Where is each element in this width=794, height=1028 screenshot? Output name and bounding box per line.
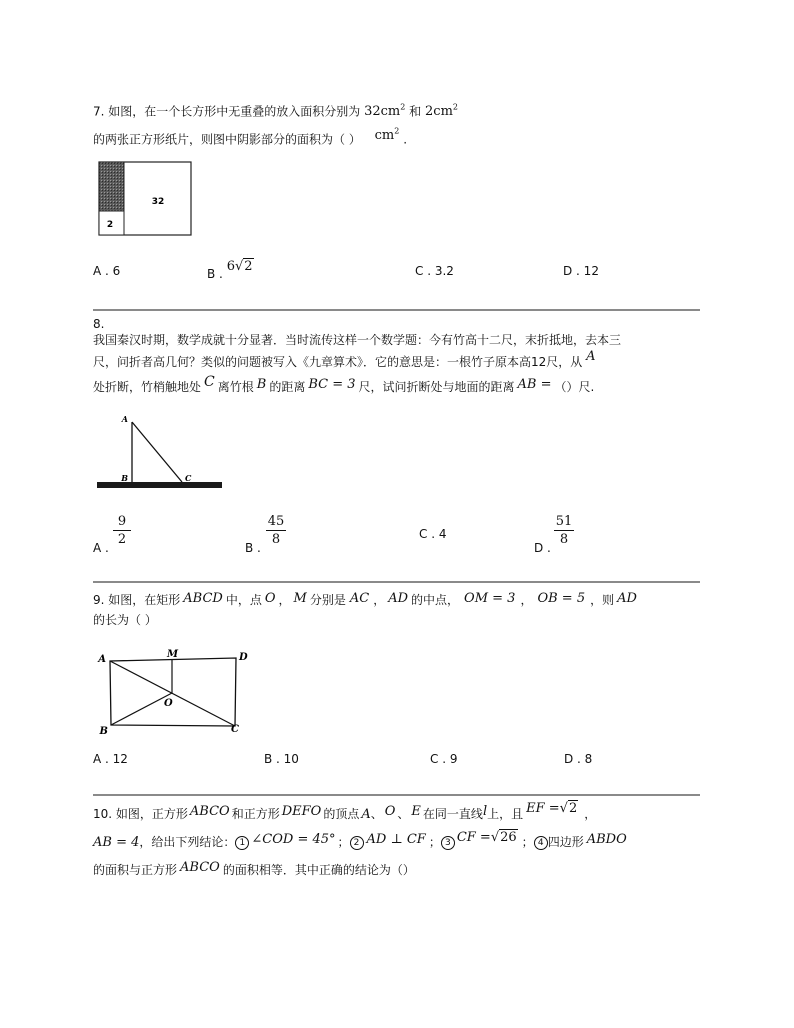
q8-var-b: B (256, 377, 267, 392)
q9-text-e: ，则 (590, 593, 615, 607)
divider (93, 581, 700, 583)
q7-option-b-radicand: 2 (244, 259, 253, 274)
q9-text-d: 的中点， (411, 593, 460, 607)
q10-conclusion-3-radicand: 26 (500, 830, 517, 845)
q9-text-a: 9. 如图，在矩形 (93, 593, 181, 607)
q10-dun1: 、 (370, 807, 383, 821)
q8-line3-c: 的距离 (269, 380, 306, 394)
q10-ef-radicand: 2 (568, 801, 578, 816)
q10-ab: AB = 4 (93, 835, 140, 850)
q10-point-a: A (361, 807, 371, 822)
q10-text-a: 10. 如图，正方形 (93, 807, 188, 821)
q8-var-a: A (586, 349, 596, 364)
q7-option-b-prefix: B . (207, 267, 223, 281)
q7-label-2: 2 (106, 220, 114, 230)
q9-figure (94, 646, 249, 736)
q9-label-d: D (239, 652, 248, 663)
q7-shaded-region (99, 162, 124, 211)
radical-icon: √ (490, 830, 500, 845)
q8-line3-e: （）尺. (554, 380, 595, 394)
q7-text2: 的两张正方形纸片，则图中阴影部分的面积为（ ） (93, 132, 361, 147)
q10-line1 (93, 801, 597, 823)
q9-text-b: 中，点 (225, 593, 262, 607)
q9-comma3: ， (520, 593, 533, 607)
q9-om: OM = 3 (464, 591, 516, 606)
q8-a-num: 9 (117, 514, 127, 529)
q9-label-b: B (99, 726, 108, 736)
q8-a-den: 2 (117, 532, 127, 547)
q10-semi2: ； (428, 835, 441, 849)
q8-var-c: C (204, 374, 215, 390)
q7-area2: $2cm^2$ (425, 103, 458, 120)
q10-ef: EF = (526, 801, 560, 816)
q7-text: 7. 如图，在一个长方形中无重叠的放入面积分别为 (93, 104, 361, 119)
q8-eq-bc: BC = 3 (308, 377, 356, 392)
q8-label-c: C (185, 473, 192, 483)
q7-line2 (93, 128, 407, 148)
q8-option-d[interactable]: D . (534, 541, 551, 555)
radical-icon: √ (234, 259, 244, 274)
q9-comma1: ， (278, 593, 291, 607)
q8-b-den: 8 (271, 532, 281, 547)
q8-number: 8. (93, 317, 105, 331)
q10-text-d: 在同一直线 (422, 807, 483, 821)
q9-label-o: O (164, 698, 173, 709)
circled-number-4-icon: 4 (534, 836, 548, 850)
q9-point-m: M (293, 591, 307, 606)
q7-unit: $cm^2$ (374, 127, 400, 144)
q10-line-l: l (482, 804, 488, 819)
q10-conclusion-3: CF = (456, 830, 491, 845)
q10-text-h: 的面积与正方形 (93, 863, 178, 877)
q7-option-a[interactable]: A . 6 (93, 264, 121, 278)
circled-number-1-icon: 1 (235, 836, 249, 850)
q9-rect: ABCD (183, 591, 223, 606)
q10-semi3: ； (521, 835, 534, 849)
q9-option-b[interactable]: B . 10 (264, 752, 299, 766)
q8-option-d-fraction[interactable] (554, 514, 574, 547)
q8-option-b-fraction[interactable] (266, 514, 286, 547)
q10-text-i: 的面积相等．其中正确的结论为（） (222, 863, 415, 877)
q9-ad2: AD (617, 591, 637, 606)
q9-line1 (93, 592, 637, 609)
q9-option-c[interactable]: C . 9 (430, 752, 458, 766)
q9-ac: AC (349, 591, 370, 606)
q9-option-a[interactable]: A . 12 (93, 752, 128, 766)
q7-and: 和 (409, 104, 422, 119)
q9-label-c: C (231, 724, 239, 735)
q10-text-f: ，给出下列结论： (139, 835, 236, 849)
q8-line2 (93, 349, 596, 371)
q8-ground (97, 482, 222, 488)
q10-square2: DEFO (281, 804, 322, 819)
q8-line1: 我国秦汉时期，数学成就十分显著．当时流传这样一个数学题：今有竹高十二尺，末折抵地，去本三 (93, 333, 622, 347)
q9-line2: 的长为（ ） (93, 613, 157, 627)
q8-option-c[interactable]: C . 4 (419, 527, 447, 541)
divider (93, 794, 700, 796)
q7-option-c[interactable]: C . 3.2 (415, 264, 454, 278)
q7-label-32: 32 (151, 197, 165, 207)
q8-label-b: B (121, 473, 128, 483)
circled-number-3-icon: 3 (441, 836, 455, 850)
q10-conclusion-1: ∠COD = 45° (251, 832, 336, 847)
q10-point-o: O (384, 804, 396, 819)
q7-option-d[interactable]: D . 12 (563, 264, 599, 278)
q10-conclusion-2: AD ⊥ CF (366, 832, 426, 847)
q8-label-a: A (121, 414, 128, 424)
divider (93, 309, 700, 311)
q8-option-b[interactable]: B . (245, 541, 261, 555)
q10-text-c: 的顶点 (323, 807, 360, 821)
q9-ad: AD (388, 591, 409, 606)
q10-square1: ABCO (189, 804, 230, 819)
q10-abco: ABCO (180, 860, 220, 875)
q9-text-c: 分别是 (309, 593, 346, 607)
q10-semi1: ； (337, 835, 350, 849)
q10-line3 (93, 862, 415, 879)
q8-line2-text: 尺，问折者高几何？类似的问题被写入《九章算术》．它的意思是：一根竹子原本高12尺，从 (93, 355, 583, 369)
q7-area1: $32cm^2$ (364, 103, 406, 120)
q10-abdo: ABDO (586, 832, 627, 847)
q10-line2 (93, 830, 627, 851)
q9-option-d[interactable]: D . 8 (564, 752, 593, 766)
q8-line3-b: 离竹根 (217, 380, 254, 394)
q7-figure (96, 160, 196, 238)
q9-point-o: O (264, 591, 276, 606)
q8-d-num: 51 (555, 514, 573, 529)
q10-point-e: E (411, 804, 421, 819)
q10-text-g: 四边形 (547, 835, 584, 849)
q8-figure (95, 410, 225, 495)
q9-label-a: A (98, 654, 106, 665)
q8-line3-a: 处折断，竹梢触地处 (93, 380, 202, 394)
q10-dun2: 、 (397, 807, 410, 821)
q8-b-num: 45 (267, 514, 285, 529)
q9-ob: OB = 5 (537, 591, 586, 606)
q8-d-den: 8 (559, 532, 569, 547)
q8-eq-ab: AB = (517, 377, 552, 392)
q9-comma2: ， (373, 593, 386, 607)
q7-option-b[interactable] (207, 259, 254, 281)
q10-text-b: 和正方形 (231, 807, 280, 821)
q10-text-e: 上，且 (487, 807, 524, 821)
radical-icon: √ (559, 801, 568, 816)
q9-label-m: M (167, 649, 179, 660)
q8-option-a-fraction[interactable] (113, 514, 131, 547)
q8-line3-d: 尺，试问折断处与地面的距离 (358, 380, 515, 394)
q10-comma: ， (584, 807, 597, 821)
circled-number-2-icon: 2 (350, 836, 364, 850)
q7-period: . (403, 132, 408, 147)
q8-bamboo-top (132, 422, 182, 482)
q7-option-b-coef: 6 (226, 259, 235, 274)
q8-option-a[interactable]: A . (93, 541, 109, 555)
q9-segment-ob (111, 693, 172, 725)
q8-line3 (93, 374, 595, 396)
q7-line1 (93, 100, 458, 120)
